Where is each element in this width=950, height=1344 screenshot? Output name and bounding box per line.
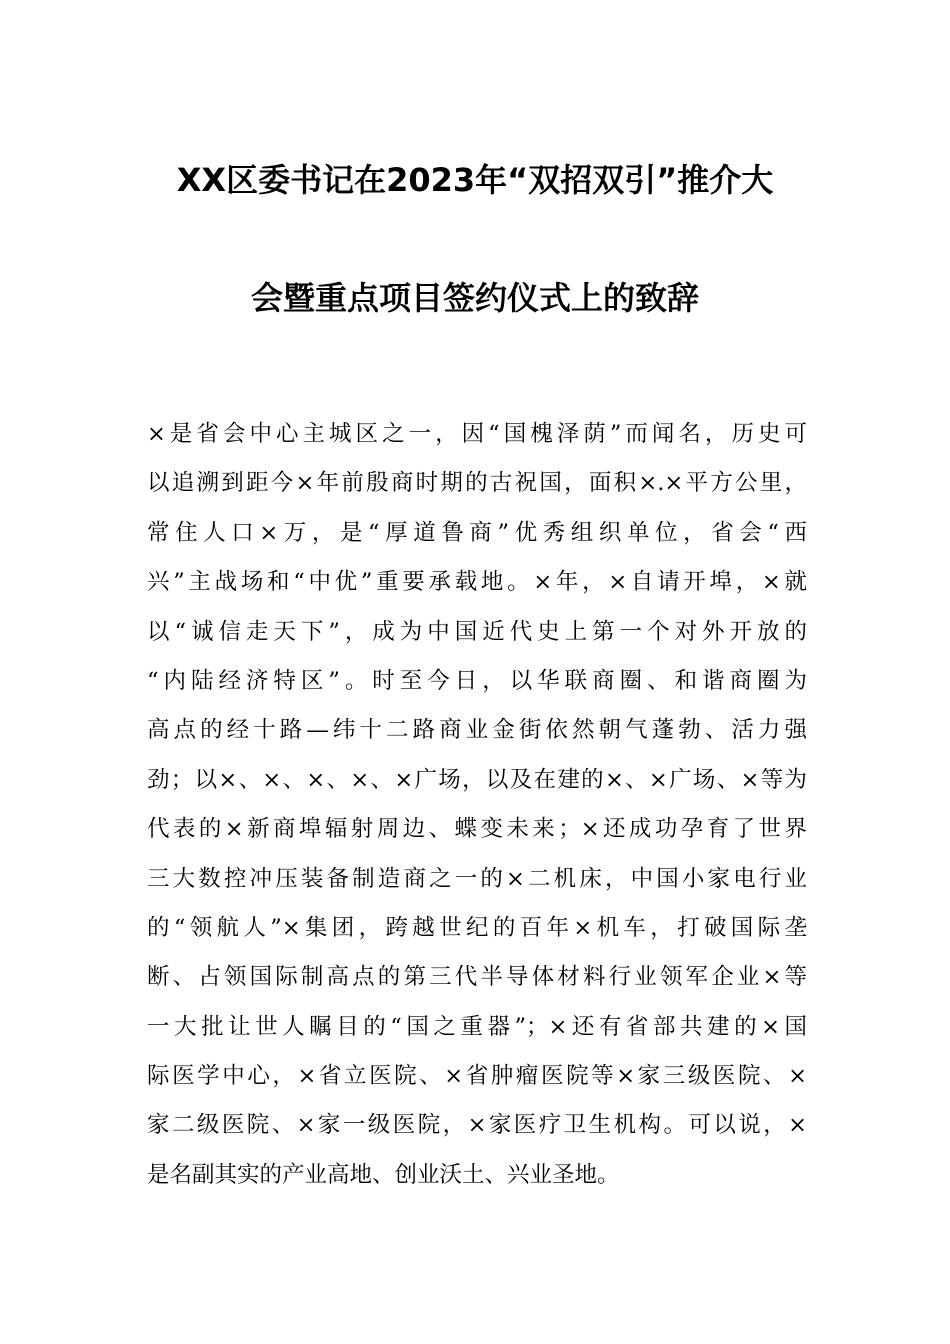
body-line: 断、占领国际制高点的第三代半导体材料行业领军企业×等	[147, 964, 807, 991]
body-line: “内陆经济特区”。时至今日，以华联商圈、和谐商圈为	[147, 667, 807, 694]
body-paragraph	[147, 410, 807, 1200]
body-line: 的“领航人”×集团，跨越世纪的百年×机车，打破国际垄	[147, 914, 807, 941]
body-line: ×是省会中心主城区之一，因“国槐泽荫”而闻名，历史可	[147, 421, 807, 447]
body-line: 是名副其实的产业高地、创业沃土、兴业圣地。	[147, 1161, 620, 1188]
body-line: 代表的×新商埠辐射周边、蝶变未来；×还成功孕育了世界	[147, 816, 807, 843]
body-line: 常住人口×万，是“厚道鲁商”优秀组织单位，省会“西	[147, 519, 807, 546]
body-line: 家二级医院、×家一级医院，×家医疗卫生机构。可以说，×	[147, 1112, 807, 1139]
body-line: 高点的经十路—纬十二路商业金街依然朝气蓬勃、活力强	[147, 717, 807, 744]
body-line: 一大批让世人瞩目的“国之重器”；×还有省部共建的×国	[147, 1013, 807, 1040]
body-line: 以“诚信走天下”，成为中国近代史上第一个对外开放的	[147, 618, 807, 645]
body-line: 三大数控冲压装备制造商之一的×二机床，中国小家电行业	[147, 865, 807, 892]
document-title-line-1: XX区委书记在2023年“双招双引”推介大	[176, 161, 774, 199]
body-line: 以追溯到距今×年前殷商时期的古祝国，面积×.×平方公里，	[147, 470, 807, 497]
document-title-line-2: 会暨重点项目签约仪式上的致辞	[250, 279, 699, 317]
body-line: 际医学中心，×省立医院、×省肿瘤医院等×家三级医院、×	[147, 1063, 807, 1090]
body-line: 兴”主战场和“中优”重要承载地。×年，×自请开埠，×就	[147, 569, 807, 596]
body-line: 劲；以×、×、×、×、×广场，以及在建的×、×广场、×等为	[147, 766, 807, 793]
